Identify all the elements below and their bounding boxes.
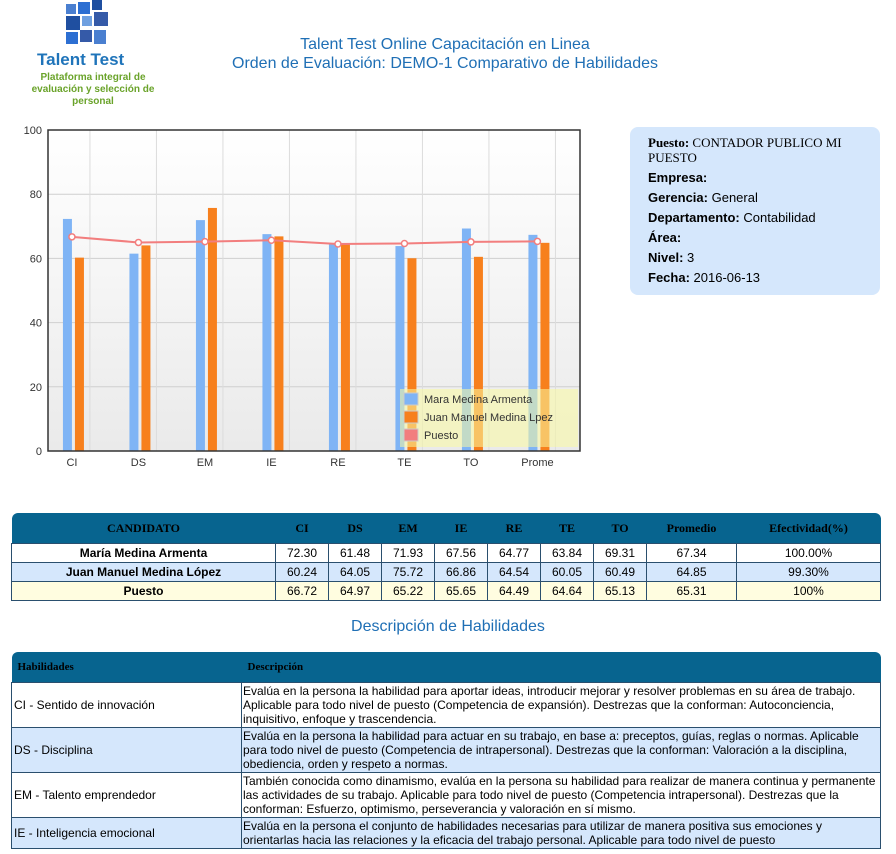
- cell-value: 60.24: [276, 563, 329, 582]
- results-table: [11, 513, 881, 601]
- x-tick-label: CI: [66, 457, 78, 469]
- legend-label: Puesto: [424, 430, 459, 442]
- col-ds: DS: [329, 513, 382, 544]
- x-tick-label: EM: [196, 457, 214, 469]
- cell-value: 64.77: [488, 544, 541, 563]
- x-tick-label: IE: [266, 457, 277, 469]
- logo-name: Talent Test: [37, 50, 125, 69]
- col-to: TO: [594, 513, 647, 544]
- bar-candidate-2: [208, 208, 217, 451]
- skill-name: IE - Inteligencia emocional: [12, 818, 242, 849]
- x-tick-label: TO: [463, 457, 479, 469]
- cell-value: 67.56: [435, 544, 488, 563]
- skills-chart: [10, 120, 585, 475]
- page-title: Talent Test Online Capacitación en Linea: [300, 36, 590, 53]
- table-row: [12, 563, 881, 582]
- puesto-point: [135, 239, 141, 245]
- table-row: [12, 683, 881, 728]
- table-row: [12, 582, 881, 601]
- table-row: [12, 728, 881, 773]
- legend-swatch: [404, 429, 418, 441]
- puesto-point: [69, 234, 75, 240]
- cell-value: 61.48: [329, 544, 382, 563]
- cell-value: 64.97: [329, 582, 382, 601]
- skills-description-table: [11, 652, 881, 849]
- legend-label: Juan Manuel Medina Lpez: [424, 412, 554, 424]
- description-header-row: [12, 652, 881, 683]
- skill-description: Evalúa en la persona la habilidad para aportar ideas, introducir mejorar y resolver problemas en su área de trabajo. Aplicable para todo nivel de puesto (Competencia de expansión). Destrezas que la conforman: Autoconciencia, inquisitivo, enfoque y trascendencia.: [242, 683, 881, 728]
- col-descripcion: Descripción: [242, 652, 881, 683]
- candidate-name: Puesto: [12, 582, 276, 601]
- col-candidato: CANDIDATO: [12, 513, 276, 544]
- cell-value: 71.93: [382, 544, 435, 563]
- section-title: Descripción de Habilidades: [351, 618, 545, 635]
- legend-swatch: [404, 393, 418, 405]
- info-departamento: Departamento: Contabilidad: [648, 210, 816, 225]
- bar-candidate-2: [141, 245, 150, 451]
- cell-value: 66.72: [276, 582, 329, 601]
- info-fecha: Fecha: 2016-06-13: [648, 270, 761, 285]
- cell-value: 100%: [737, 582, 881, 601]
- x-tick-label: DS: [130, 457, 147, 469]
- cell-value: 75.72: [382, 563, 435, 582]
- bar-candidate-1: [329, 243, 338, 451]
- y-tick-label: 0: [35, 446, 42, 458]
- info-nivel: Nivel: 3: [648, 250, 695, 265]
- cell-value: 65.13: [594, 582, 647, 601]
- bar-candidate-2: [341, 244, 350, 451]
- candidate-name: Juan Manuel Medina López: [12, 563, 276, 582]
- info-gerencia: Gerencia: General: [648, 190, 758, 205]
- col-ie: IE: [435, 513, 488, 544]
- cell-value: 67.34: [647, 544, 737, 563]
- puesto-point: [335, 241, 341, 247]
- col-em: EM: [382, 513, 435, 544]
- candidate-name: María Medina Armenta: [12, 544, 276, 563]
- puesto-point: [401, 241, 407, 247]
- bar-candidate-1: [196, 220, 205, 451]
- position-info-card: [630, 127, 880, 295]
- cell-value: 72.30: [276, 544, 329, 563]
- cell-value: 63.84: [541, 544, 594, 563]
- logo-squares-icon: [30, 0, 160, 50]
- col-habilidades: Habilidades: [12, 652, 242, 683]
- cell-value: 65.22: [382, 582, 435, 601]
- puesto-point: [202, 239, 208, 245]
- skill-description: Evalúa en la persona el conjunto de habilidades necesarias para utilizar de manera positiva sus emociones y orientarlas hacia las relaciones y la eficacia del trabajo personal. Aplicable para todo nivel de puesto: [242, 818, 881, 849]
- bar-candidate-2: [75, 258, 84, 451]
- y-tick-label: 80: [29, 189, 42, 202]
- x-tick-label: TE: [397, 457, 412, 469]
- col-re: RE: [488, 513, 541, 544]
- skill-description: Evalúa en la persona la habilidad para actuar en su trabajo, en base a: preceptos, guías, reglas o normas. Aplicable para todo nivel de puesto (Competencia de intrapersonal). Destrezas que la conforman: Valoración a la disciplina, obediencia, orden y respeto a normas.: [242, 728, 881, 773]
- skill-description: También conocida como dinamismo, evalúa en la persona su habilidad para realizar de manera continua y permanente las actividades de su trabajo. Aplicable para todo nivel de puesto (Competencia intrapersonal). Destrezas que la conforman: Esfuerzo, optimismo, perseverancia y valoración en sí mismo.: [242, 773, 881, 818]
- col-promedio: Promedio: [647, 513, 737, 544]
- col-efectividad: Efectividad(%): [737, 513, 881, 544]
- cell-value: 66.86: [435, 563, 488, 582]
- y-tick-label: 20: [29, 381, 42, 394]
- skill-name: DS - Disciplina: [12, 728, 242, 773]
- table-row: [12, 773, 881, 818]
- results-header-row: [12, 513, 881, 544]
- page-subtitle: Orden de Evaluación: DEMO-1 Comparativo de Habilidades: [232, 55, 658, 72]
- cell-value: 65.31: [647, 582, 737, 601]
- puesto-point: [534, 238, 540, 244]
- puesto-point: [468, 239, 474, 245]
- y-tick-label: 40: [29, 317, 42, 330]
- table-row: [12, 818, 881, 849]
- table-row: [12, 544, 881, 563]
- y-tick-label: 60: [29, 253, 42, 266]
- cell-value: 99.30%: [737, 563, 881, 582]
- cell-value: 69.31: [594, 544, 647, 563]
- bar-candidate-1: [262, 234, 271, 451]
- puesto-point: [268, 237, 274, 243]
- cell-value: 64.49: [488, 582, 541, 601]
- legend-label: Mara Medina Armenta: [424, 394, 533, 406]
- info-area: Área:: [648, 230, 682, 245]
- company-logo: [30, 0, 160, 110]
- bar-candidate-1: [63, 219, 72, 451]
- col-te: TE: [541, 513, 594, 544]
- legend-swatch: [404, 411, 418, 423]
- cell-value: 60.05: [541, 563, 594, 582]
- cell-value: 60.49: [594, 563, 647, 582]
- info-puesto: Puesto: CONTADOR PUBLICO MI PUESTO: [648, 135, 842, 165]
- x-tick-label: Prome: [521, 457, 554, 469]
- cell-value: 64.54: [488, 563, 541, 582]
- cell-value: 64.64: [541, 582, 594, 601]
- y-tick-label: 100: [23, 125, 42, 137]
- bar-candidate-2: [274, 236, 283, 451]
- cell-value: 64.85: [647, 563, 737, 582]
- x-tick-label: RE: [330, 457, 346, 469]
- col-ci: CI: [276, 513, 329, 544]
- cell-value: 100.00%: [737, 544, 881, 563]
- bar-candidate-1: [129, 254, 138, 451]
- cell-value: 64.05: [329, 563, 382, 582]
- skill-name: EM - Talento emprendedor: [12, 773, 242, 818]
- cell-value: 65.65: [435, 582, 488, 601]
- skill-name: CI - Sentido de innovación: [12, 683, 242, 728]
- logo-tagline: Plataforma integral de evaluación y selección de personal: [31, 72, 155, 107]
- info-empresa: Empresa:: [648, 170, 708, 185]
